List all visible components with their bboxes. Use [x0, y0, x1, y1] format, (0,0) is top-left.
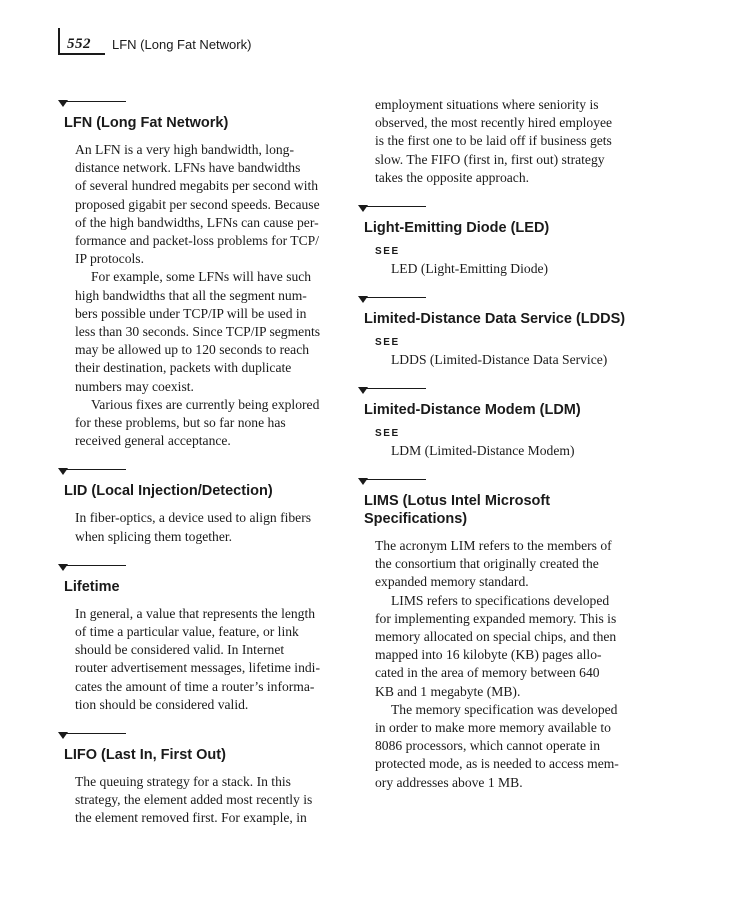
right-column	[358, 96, 648, 806]
entry-body	[375, 537, 648, 792]
body-line: should be considered valid. In Internet	[75, 642, 285, 658]
entry-term-line: LIMS (Lotus Intel Microsoft	[364, 493, 551, 510]
body-line: of the high bandwidths, LFNs can cause per-	[75, 214, 319, 230]
body-line: slow. The FIFO (first in, first out) strategy	[375, 151, 605, 167]
see-reference: LDM (Limited-Distance Modem)	[391, 443, 575, 459]
entry-body	[75, 773, 348, 828]
body-line: The acronym LIM refers to the members of	[375, 538, 612, 554]
header-rule-vertical	[58, 28, 60, 54]
body-line: observed, the most recently hired employee	[375, 115, 613, 131]
running-head: LFN (Long Fat Network)	[112, 37, 252, 52]
body-line: distance network. LFNs have bandwidths	[75, 160, 301, 176]
body-line: when splicing them together.	[75, 528, 233, 544]
page-number: 552	[67, 36, 91, 52]
entry-term: Lifetime	[64, 578, 120, 595]
entry-body	[75, 605, 348, 714]
entry-term: Limited-Distance Data Service (LDDS)	[364, 311, 626, 328]
left-column	[58, 100, 348, 842]
entry-term: LIFO (Last In, First Out)	[64, 747, 226, 764]
body-line: takes the opposite approach.	[375, 169, 530, 185]
body-line: may be allowed up to 120 seconds to reach	[75, 342, 310, 358]
entry-term: LID (Local Injection/Detection)	[64, 483, 273, 500]
body-line: of several hundred megabits per second with	[75, 178, 319, 194]
entry-marker	[358, 387, 648, 397]
body-line: memory allocated on special chips, and then	[375, 629, 617, 645]
body-line: tion should be considered valid.	[75, 696, 249, 712]
body-line: expanded memory standard.	[375, 574, 529, 590]
entry-body	[75, 141, 348, 450]
entry-ldds	[358, 296, 648, 369]
entry-marker	[358, 205, 648, 215]
entry-lid	[58, 468, 348, 545]
body-line: LIMS refers to specifications developed	[391, 592, 610, 608]
entry-marker	[58, 468, 348, 478]
entry-term: Limited-Distance Modem (LDM)	[364, 402, 581, 419]
body-line: 8086 processors, which cannot operate in	[375, 738, 600, 754]
entry-marker	[58, 100, 348, 110]
body-line: the element removed first. For example, in	[75, 810, 307, 826]
entry-marker	[58, 564, 348, 574]
body-line: cated in the area of memory between 640	[375, 665, 600, 681]
header-rule-horizontal	[58, 53, 105, 55]
body-line: proposed gigabit per second speeds. Because	[75, 196, 320, 212]
body-line: The queuing strategy for a stack. In this	[75, 774, 291, 790]
body-line: numbers may coexist.	[75, 378, 194, 394]
entry-lfn	[58, 100, 348, 450]
body-line: ory addresses above 1 MB.	[375, 774, 523, 790]
body-line: of time a particular value, feature, or link	[75, 624, 299, 640]
body-line: strategy, the element added most recently is	[75, 792, 313, 808]
entry-body	[75, 509, 348, 545]
see-reference: LED (Light-Emitting Diode)	[391, 261, 549, 277]
body-line: the consortium that originally created the	[375, 556, 599, 572]
body-line: formance and packet-loss problems for TCP/	[75, 233, 319, 249]
entry-term-line: Specifications)	[364, 511, 468, 528]
entry-lifo-continued	[375, 96, 648, 187]
body-line: is the first one to be laid off if business gets	[375, 133, 612, 149]
body-line: received general acceptance.	[75, 433, 231, 449]
entry-marker	[358, 296, 648, 306]
body-line: An LFN is a very high bandwidth, long-	[75, 142, 294, 157]
body-line: less than 30 seconds. Since TCP/IP segments	[75, 324, 321, 340]
entry-lifetime	[58, 564, 348, 714]
see-reference: LDDS (Limited-Distance Data Service)	[391, 352, 608, 368]
body-line: In fiber-optics, a device used to align fibers	[75, 510, 312, 526]
entry-term: LFN (Long Fat Network)	[64, 115, 229, 131]
body-line: for implementing expanded memory. This is	[375, 610, 617, 626]
body-line: KB and 1 megabyte (MB).	[375, 683, 521, 699]
entry-lims	[358, 478, 648, 792]
entry-marker	[58, 732, 348, 742]
see-label: SEE	[375, 428, 400, 440]
body-line: in order to make more memory available to	[375, 720, 611, 736]
entry-led	[358, 205, 648, 278]
body-line: cates the amount of time a router’s informa-	[75, 678, 315, 694]
see-label: SEE	[375, 246, 400, 258]
body-line: for these problems, but so far none has	[75, 415, 286, 431]
body-line: Various fixes are currently being explored	[91, 396, 320, 412]
body-line: bers possible under TCP/IP will be used in	[75, 305, 307, 321]
body-line: router advertisement messages, lifetime indi-	[75, 660, 320, 676]
body-line: employment situations where seniority is	[375, 97, 599, 112]
entry-lifo	[58, 732, 348, 828]
body-line: IP protocols.	[75, 251, 144, 267]
see-label: SEE	[375, 337, 400, 349]
entry-term: Light-Emitting Diode (LED)	[364, 220, 550, 237]
entry-term	[364, 492, 648, 528]
body-line: In general, a value that represents the length	[75, 605, 316, 621]
entry-marker	[358, 478, 648, 488]
body-line: protected mode, as is needed to access mem-	[375, 756, 619, 772]
body-line: For example, some LFNs will have such	[91, 269, 312, 285]
body-line: The memory specification was developed	[391, 701, 618, 717]
body-line: mapped into 16 kilobyte (KB) pages allo-	[375, 647, 602, 663]
entry-ldm	[358, 387, 648, 460]
body-line: high bandwidths that all the segment num-	[75, 287, 307, 303]
body-line: their destination, packets with duplicate	[75, 360, 292, 376]
